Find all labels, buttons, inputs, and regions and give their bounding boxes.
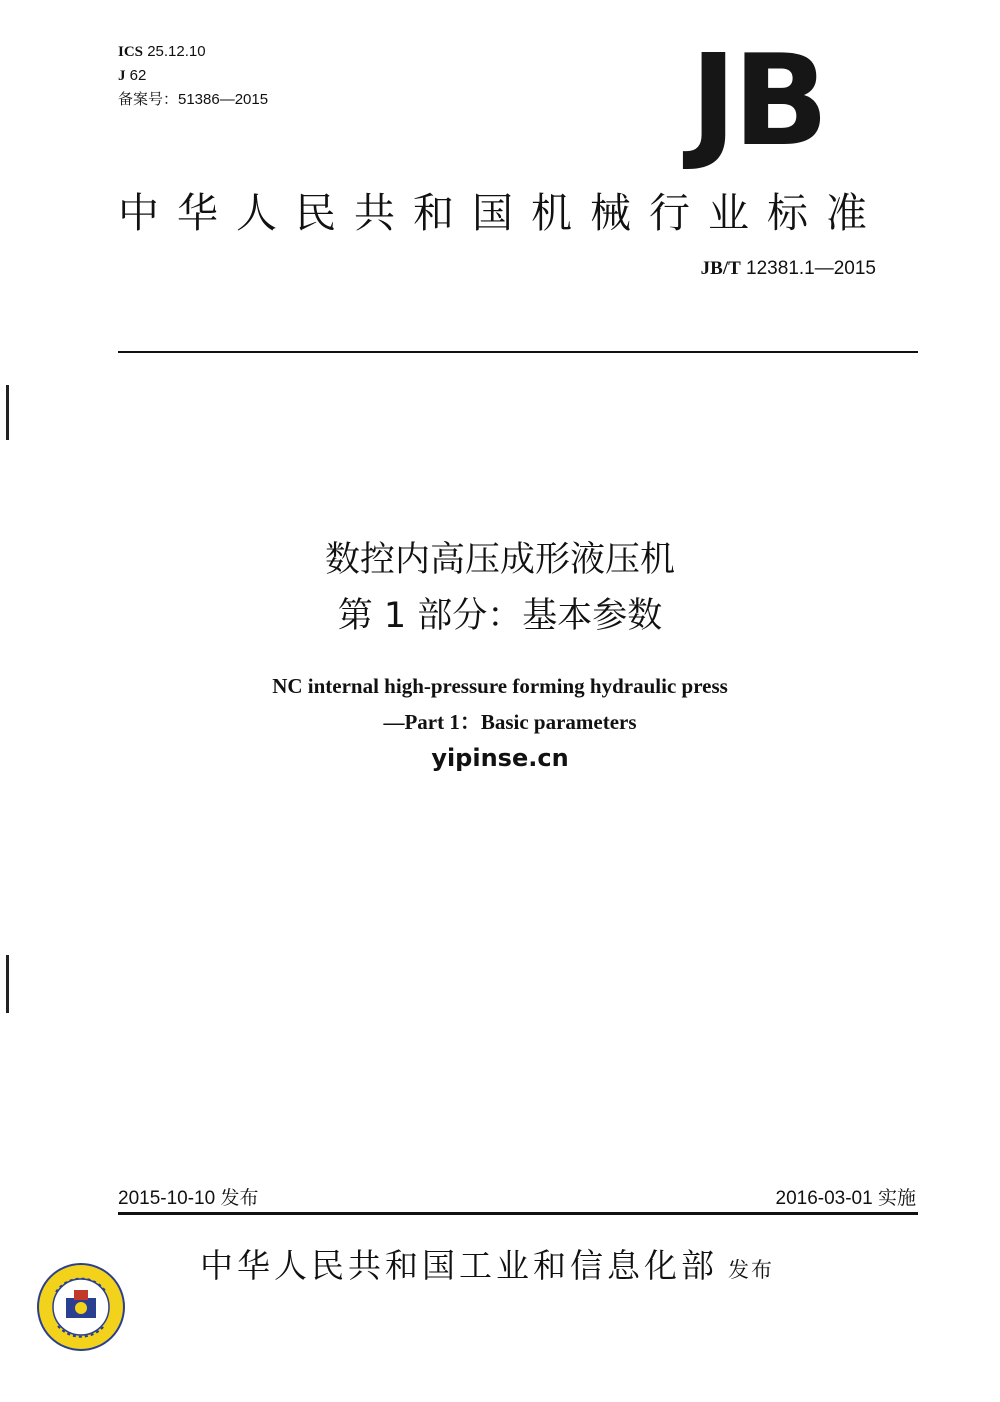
j-prefix: J <box>118 68 126 84</box>
ics-line <box>118 40 268 64</box>
record-number: 备案号：51386—2015 <box>118 91 269 108</box>
publisher-seal-icon <box>36 1262 126 1352</box>
title-cn-line2: 第 1 部分：基本参数 <box>337 596 663 636</box>
ics-prefix: ICS <box>118 44 144 60</box>
publish-label: 发布 <box>220 1187 259 1209</box>
ics-value: 25.12.10 <box>147 43 206 60</box>
publisher-suffix: 发布 <box>728 1258 774 1282</box>
jb-logo: JB <box>690 27 825 174</box>
title-en-line1: NC internal high-pressure forming hydraulic press <box>272 674 728 698</box>
standard-code-number: 12381.1—2015 <box>746 258 876 279</box>
standard-category-title: 中华人民共和国机械行业标准 <box>118 189 885 237</box>
classification-block <box>118 40 268 112</box>
standard-code <box>701 258 876 280</box>
j-value: 62 <box>129 67 147 84</box>
standard-code-prefix: JB/T <box>700 258 741 279</box>
footer-divider <box>118 1212 918 1215</box>
implement-date-block <box>776 1183 917 1210</box>
publisher-name: 中华人民共和国工业和信息化部 <box>200 1246 718 1285</box>
watermark-text: yipinse.cn <box>431 744 569 772</box>
scan-edge-mark-top <box>6 385 9 440</box>
title-en-line2: —Part 1：Basic parameters <box>383 710 637 734</box>
publish-date-block <box>118 1183 259 1210</box>
publisher-line <box>200 1240 774 1287</box>
title-cn-line1: 数控内高压成形液压机 <box>324 540 675 580</box>
publish-date: 2015-10-10 <box>118 1188 216 1209</box>
j-line <box>118 64 268 88</box>
header-divider <box>118 351 918 353</box>
scan-edge-mark-bottom <box>6 955 9 1013</box>
implement-label: 实施 <box>877 1187 916 1209</box>
implement-date: 2016-03-01 <box>775 1188 873 1209</box>
